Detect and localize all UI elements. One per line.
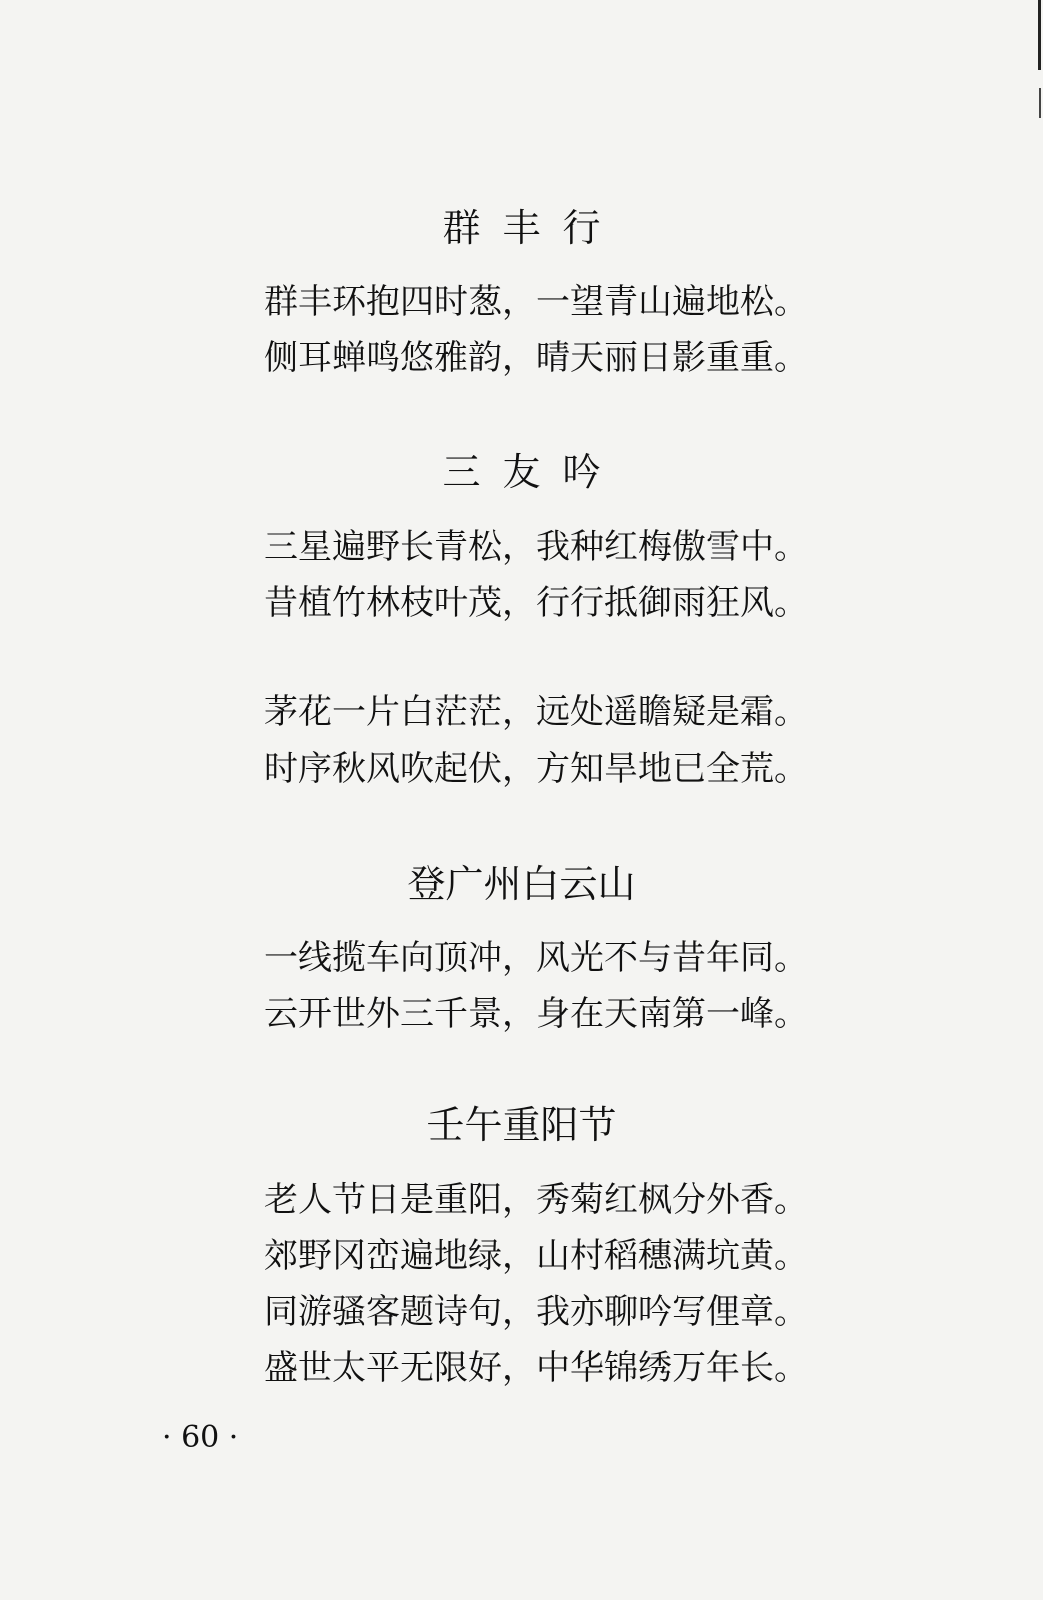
page-number: · 60 · [162, 1420, 239, 1455]
poem-title: 壬午重阳节 [426, 1103, 617, 1147]
poem-title: 三友吟 [442, 450, 623, 494]
poem-line: 昔植竹林枝叶茂，行行抵御雨狂风。 [264, 583, 808, 623]
poem-line: 茅花一片白茫茫，远处遥瞻疑是霜。 [264, 692, 808, 732]
poem-line: 一线揽车向顶冲，风光不与昔年同。 [264, 938, 808, 978]
poem-line: 云开世外三千景，身在天南第一峰。 [264, 994, 808, 1034]
poem-line: 老人节日是重阳，秀菊红枫分外香。 [264, 1180, 808, 1220]
poem-line: 时序秋风吹起伏，方知旱地已全荒。 [264, 749, 808, 789]
poem-line: 群丰环抱四时葱，一望青山遍地松。 [264, 282, 808, 322]
poem-title: 群丰行 [442, 206, 623, 250]
scan-edge-mark [1038, 0, 1041, 70]
scan-edge-mark-lower [1039, 88, 1041, 118]
poem-line: 郊野冈峦遍地绿，山村稻穗满坑黄。 [264, 1236, 808, 1276]
poem-line: 同游骚客题诗句，我亦聊吟写俚章。 [264, 1292, 808, 1332]
poem-line: 侧耳蝉鸣悠雅韵，晴天丽日影重重。 [264, 338, 808, 378]
poem-title: 登广州白云山 [407, 862, 636, 906]
poem-line: 三星遍野长青松，我种红梅傲雪中。 [264, 527, 808, 567]
poem-line: 盛世太平无限好，中华锦绣万年长。 [264, 1348, 808, 1388]
